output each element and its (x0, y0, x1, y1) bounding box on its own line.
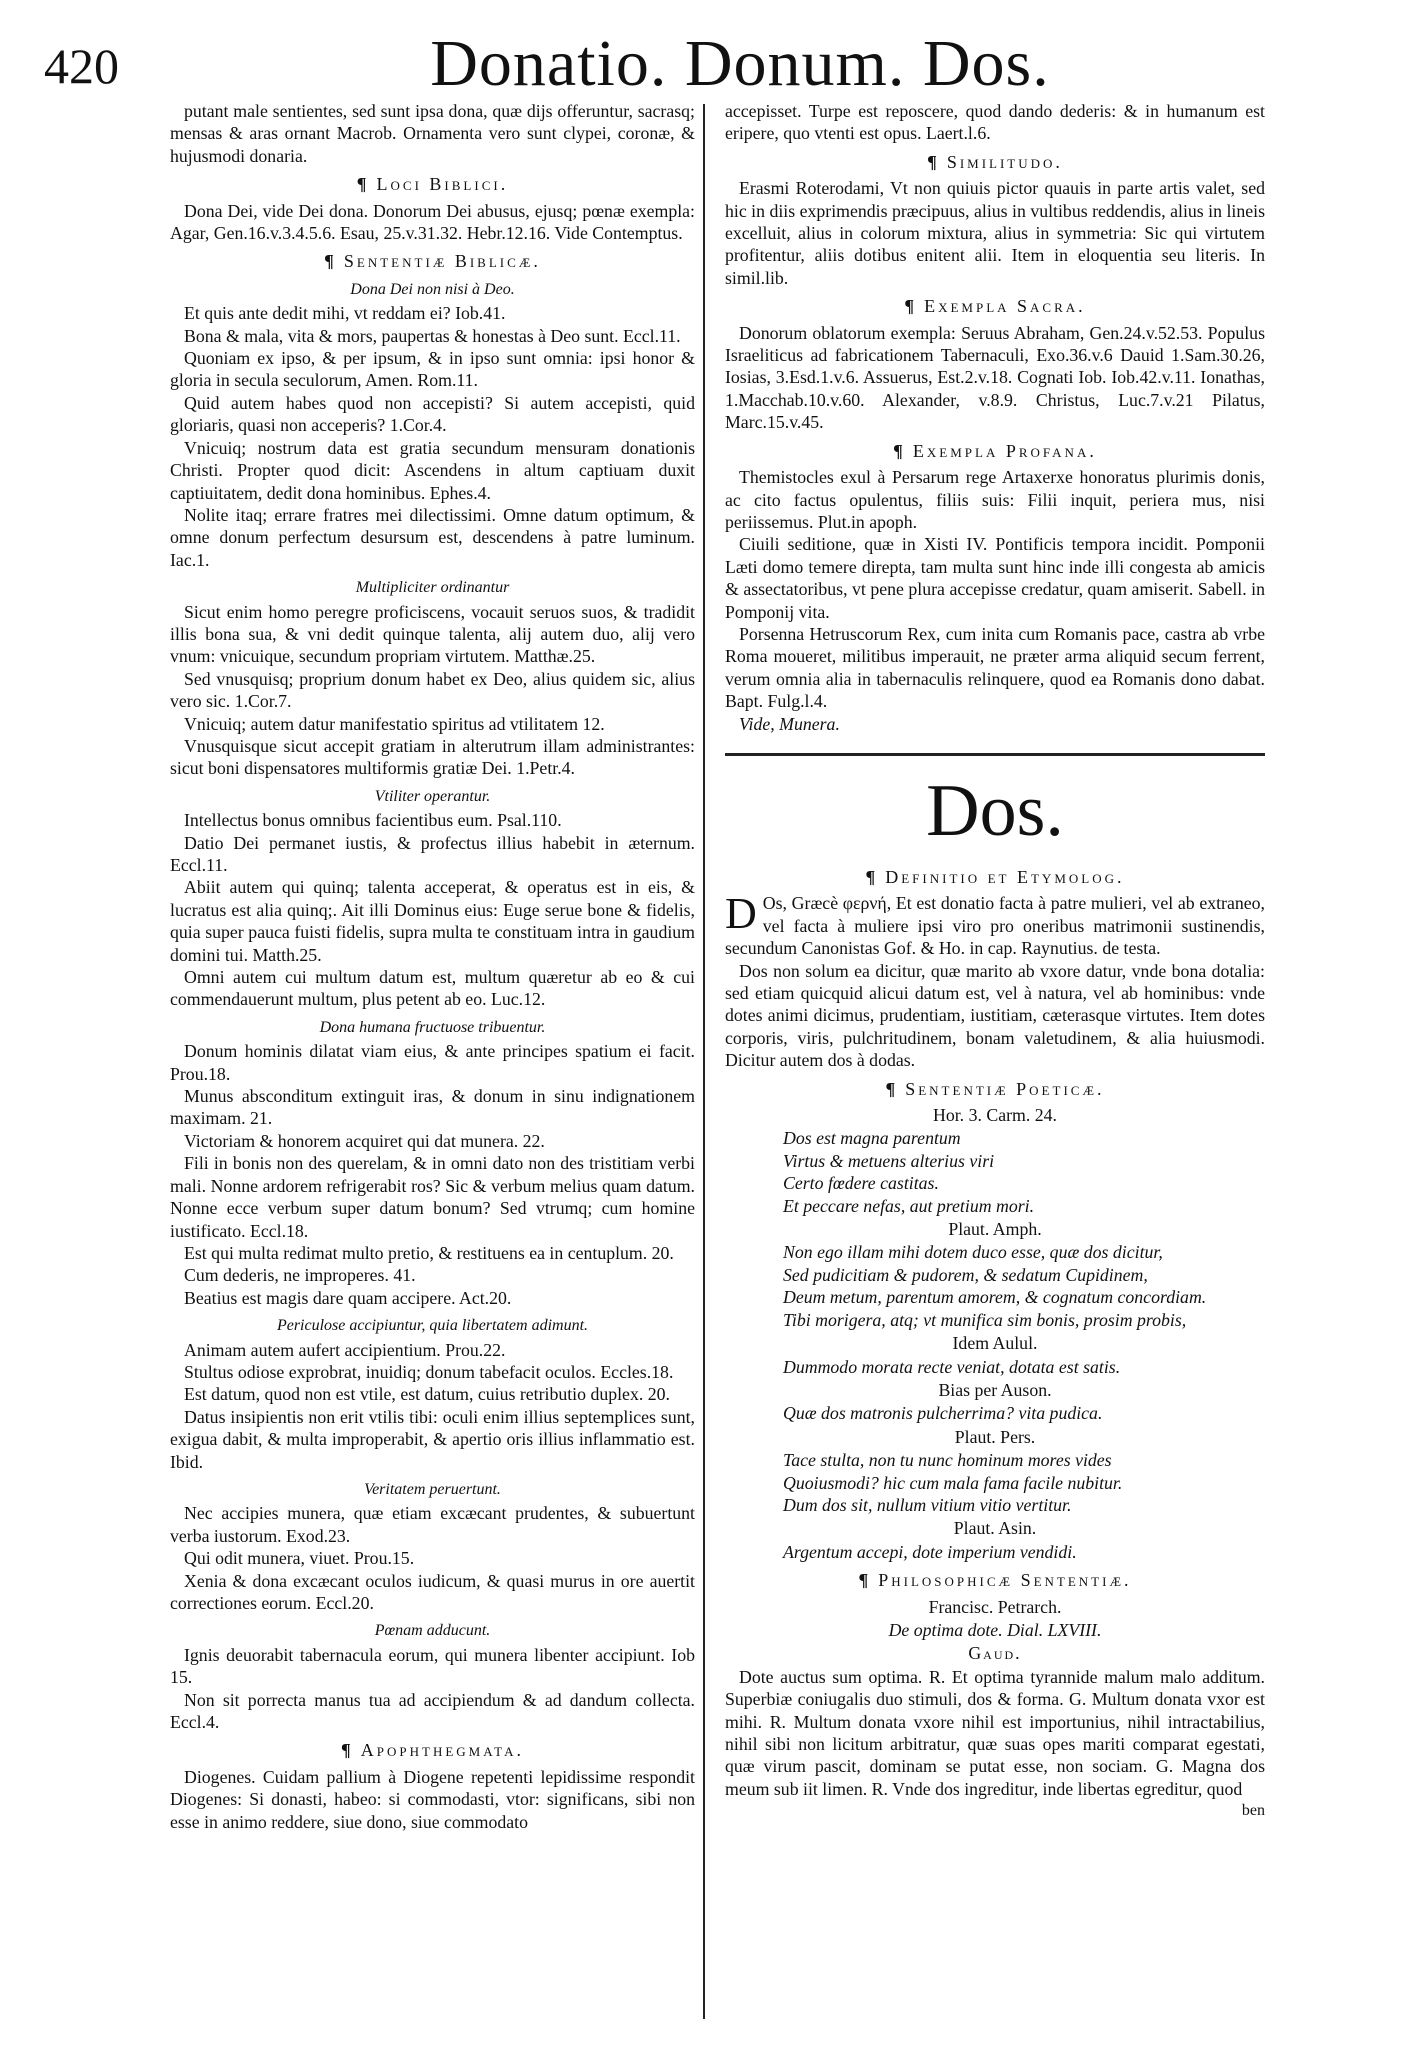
poem-source: Plaut. Pers. (954, 1426, 1036, 1447)
section-heading-exempla-sacra: ¶ Exempla Sacra. (904, 296, 1086, 317)
paragraph: Xenia & dona excæcant oculos iudicum, & quasi murus in ore auertit correctiones eorum. Eccl.20. (170, 1570, 695, 1613)
paragraph: Themistocles exul à Persarum rege Artaxerxe honoratus plurimis donis, ac cito factus opulentus, filiis suis: Filii inquit, periera mus, nisi periissemus. Plut.in apoph. (725, 467, 1265, 532)
poem-source: Plaut. Asin. (953, 1518, 1037, 1539)
paragraph: Fili in bonis non des querelam, & in omni dato non des tristitiam verbi mali. Nonne ardorem refrigerabit ros? Sic & verbum melius quam datum. Nonne ecce verbum super datum bonum? Sed vtrumq; cum homine iustificato. Eccl.18. (170, 1153, 695, 1241)
paragraph: Datio Dei permanet iustis, & profectus illius habebit in æternum. Eccl.11. (170, 832, 695, 875)
paragraph: Quoniam ex ipso, & per ipsum, & in ipso sunt omnia: ipsi honor & gloria in secula seculorum, Amen. Rom.11. (170, 348, 695, 391)
poem-line: Quæ dos matronis pulcherrima? vita pudica. (783, 1403, 1103, 1424)
pilcrow-icon: ¶ (893, 440, 903, 461)
section-heading-poeticae: ¶ Sententiæ Poeticæ. (885, 1078, 1105, 1099)
paragraph: Beatius est magis dare quam accipere. Act.20. (184, 1287, 512, 1308)
poem-line: Dum dos sit, nullum vitium vitio vertitur. (783, 1494, 1072, 1515)
poem-line: Dummodo morata recte veniat, dotata est satis. (783, 1356, 1121, 1377)
section-heading-definitio: ¶ Definitio et Etymolog. (865, 866, 1125, 887)
poem (725, 1541, 1265, 1563)
pilcrow-icon: ¶ (885, 1078, 896, 1099)
paragraph: Bona & mala, vita & mors, paupertas & honestas à Deo sunt. Eccl.11. (184, 325, 681, 346)
subheading: Periculose accipiuntur, quia libertatem adimunt. (276, 1317, 589, 1335)
paragraph: Est datum, quod non est vtile, est datum, cuius retributio duplex. 20. (184, 1384, 670, 1405)
running-head-title: Donatio. Donum. Dos. (430, 27, 1050, 100)
paragraph: Intellectus bonus omnibus facientibus eum. Psal.110. (184, 810, 562, 831)
paragraph: Dona Dei, vide Dei dona. Donorum Dei abusus, ejusq; pœnæ exempla: Agar, Gen.16.v.3.4.5.6. Esau, 25.v.31.32. Hebr.12.16. Vide Contemptus. (170, 200, 695, 244)
section-heading-sententiae: ¶ Sententiæ Biblicæ. (324, 251, 541, 272)
paragraph: Sicut enim homo peregre proficiscens, vocauit seruos suos, & tradidit illis bona sua, & vni dedit quinque talenta, alij autem duo, alij vero vnum: vnicuique, secundum propriam virtutem. Matthæ.25. (170, 601, 695, 667)
poem-line: Et peccare nefas, aut pretium mori. (783, 1195, 1035, 1216)
pilcrow-icon: ¶ (858, 1570, 869, 1591)
paragraph: D Os, Græcè φερνή, Et est donatio facta à patre mulieri, vel ab extraneo, vel facta à muliere ipsi viro pro oneribus matrimonii sustinendis, secundum Canonistas Gof. & Ho. in cap. Raynutius. de testa. (725, 889, 1265, 959)
paragraph: Nolite itaq; errare fratres mei dilectissimi. Omne datum optimum, & omne donum perfectum desursum est, descendens à patre luminum. Iac.1. (170, 504, 695, 570)
section-heading-loci: ¶ Loci Biblici. (356, 174, 509, 195)
pilcrow-icon: ¶ (904, 296, 915, 317)
paragraph: Victoriam & honorem acquiret qui dat munera. 22. (184, 1130, 545, 1151)
poem (725, 1127, 1265, 1217)
paragraph: Nec accipies munera, quæ etiam excæcant prudentes, & subuertunt verba iustorum. Exod.23. (170, 1503, 695, 1546)
paragraph: Munus absconditum extinguit iras, & donum in sinu indignationem maximam. 21. (170, 1086, 695, 1129)
paragraph: Qui odit munera, viuet. Prou.15. (184, 1548, 415, 1569)
poem-line: Tace stulta, non tu nunc hominum mores vides (783, 1450, 1112, 1471)
subheading: Vtiliter operantur. (374, 787, 491, 805)
left-column (170, 100, 695, 2025)
pilcrow-icon: ¶ (341, 1740, 351, 1761)
paragraph: Vnicuiq; nostrum data est gratia secundum mensuram donationis Christi. Propter quod dicit: Ascendens in altum captiuam duxit captiuitatem, dedit dona hominibus. Ephes.4. (170, 437, 695, 503)
running-header (40, 28, 1380, 98)
paragraph: Cum dederis, ne improperes. 41. (184, 1265, 416, 1286)
poem-source: Idem Aulul. (952, 1333, 1038, 1354)
poem-source: Bias per Auson. (938, 1379, 1052, 1400)
paragraph: Vnusquisque sicut accepit gratiam in alterutrum illam administrantes: sicut boni dispensatores multiformis gratiæ Dei. 1.Petr.4. (170, 735, 695, 779)
speaker-label: Gaud. (968, 1643, 1022, 1664)
entry-title: Dos. (926, 769, 1064, 852)
drop-cap: D (725, 889, 757, 939)
section-rule (725, 753, 1265, 756)
pilcrow-icon: ¶ (324, 251, 334, 272)
subheading: Dona Dei non nisi à Deo. (350, 280, 515, 298)
poem (725, 1449, 1265, 1516)
philosophy-source: Francisc. Petrarch. (928, 1596, 1062, 1617)
paragraph: Omni autem cui multum datum est, multum quæretur ab eo & cui commendauerunt multum, plus petent ab eo. Luc.12. (170, 967, 695, 1010)
paragraph: putant male sentientes, sed sunt ipsa dona, quæ dijs offeruntur, sacrasq; mensas & aras ornant Macrob. Ornamenta vero sunt clypei, coronæ, & hujusmodi donaria. (170, 101, 695, 166)
poem-line: Non ego illam mihi dotem duco esse, quæ dos dicitur, (783, 1242, 1163, 1263)
paragraph: Vnicuiq; autem datur manifestatio spiritus ad vtilitatem 12. (184, 713, 605, 734)
paragraph: Non sit porrecta manus tua ad accipiendum & ad dandum collecta. Eccl.4. (170, 1689, 695, 1733)
poem-source: Hor. 3. Carm. 24. (933, 1105, 1057, 1126)
paragraph: Quid autem habes quod non accepisti? Si autem accepisti, quid gloriaris, quasi non acceperis? 1.Cor.4. (170, 392, 695, 436)
paragraph: Erasmi Roterodami, Vt non quiuis pictor quauis in parte artis valet, sed hic in diis exprimendis præcipuus, alius in vultibus reddendis, alius in lineis excelluit, alius in colorum mixtura, alius in symmetria: Sic qui virtutem profitentur, aliis dotibus enitent alii. Item in eloquentia seu literis. In simil.lib. (725, 178, 1265, 288)
paragraph: Stultus odiose exprobrat, inuidiq; donum tabefacit oculos. Eccles.18. (184, 1361, 674, 1382)
section-heading-exempla-profana: ¶ Exempla Profana. (893, 440, 1097, 461)
catchword: ben (1241, 1802, 1265, 1820)
right-column (725, 100, 1265, 2025)
poem-line: Argentum accepi, dote imperium vendidi. (783, 1541, 1077, 1562)
paragraph: Animam autem aufert accipientium. Prou.22. (184, 1339, 506, 1360)
paragraph: Datus insipientis non erit vtilis tibi: oculi enim illius septemplices sunt, exigua dabit, & multa improperabit, & apertio oris illius inflammatio est. Ibid. (170, 1406, 695, 1472)
poem-line: Deum metum, parentum amorem, & cognatum concordiam. (783, 1287, 1207, 1308)
section-heading-philosophicae: ¶ Philosophicæ Sententiæ. (858, 1570, 1132, 1591)
poem (725, 1402, 1265, 1424)
poem (725, 1241, 1265, 1331)
pilcrow-icon: ¶ (927, 151, 937, 172)
subheading: Pœnam adducunt. (374, 1622, 491, 1640)
poem-line: Sed pudicitiam & pudorem, & sedatum Cupidinem, (783, 1264, 1148, 1285)
paragraph: Diogenes. Cuidam pallium à Diogene repetenti lepidissime respondit Diogenes: Si donasti, habeo: si commodasti, vtor: significans, sibi non esse in animo reddere, siue dono, siue commodato (170, 1766, 695, 1832)
poem-source: Plaut. Amph. (948, 1219, 1042, 1240)
paragraph: Dos non solum ea dicitur, quæ marito ab vxore datur, vnde bona dotalia: sed etiam quicquid alicui datum est, vel à natura, vel ab hominibus: vnde dotes animi dicimus, prudentiam, iustitiam, cæterasque virtutes. Item dotes corporis, viris, pulchritudinem, bonam valetudinem, & alia huiusmodi. Dicitur autem dos à dodas. (725, 960, 1265, 1071)
paragraph: Donum hominis dilatat viam eius, & ante principes spatium ei facit. Prou.18. (170, 1041, 695, 1084)
poem (725, 1356, 1265, 1378)
subheading: Veritatem peruertunt. (364, 1480, 501, 1498)
column-divider (703, 104, 705, 2019)
subheading: Multipliciter ordinantur (355, 579, 510, 597)
paragraph: Porsenna Hetruscorum Rex, cum inita cum Romanis pace, castra ab vrbe Roma moueret, militibus imperauit, ne præter arma aliquid secum ferrent, verum omnia alia in tabernaculis relinquere, quod ea Romanis dono dabat. Bapt. Fulg.l.4. (725, 623, 1265, 712)
poem-line: Dos est magna parentum (783, 1128, 961, 1149)
paragraph: Et quis ante dedit mihi, vt reddam ei? Iob.41. (184, 303, 506, 324)
paragraph: Ciuili seditione, quæ in Xisti IV. Pontificis tempora incidit. Pomponii Læti domo temere direpta, tam multa sunt hinc inde illi congesta ab amicis & assectatoribus, vt pene plura accepisse credatur, quam amiserit. Sabell. in Pomponij vita. (725, 534, 1265, 622)
section-heading-apophthegmata: ¶ Apophthegmata. (341, 1740, 524, 1761)
poem-line: Quoiusmodi? hic cum mala fama facile nubitur. (783, 1472, 1123, 1493)
paragraph: accepisset. Turpe est reposcere, quod dando dederis: & in humanum est eripere, quo vtenti est opus. Laert.l.6. (725, 101, 1265, 144)
cross-reference: Vide, Munera. (739, 713, 840, 734)
dialogue-title: De optima dote. Dial. LXVIII. (888, 1619, 1102, 1640)
section-heading-similitudo: ¶ Similitudo. (927, 151, 1063, 172)
paragraph: Donorum oblatorum exempla: Seruus Abraham, Gen.24.v.52.53. Populus Israeliticus ad fabricationem Tabernaculi, Exo.36.v.6 Dauid 1.Sam.30.26, Iosias, 3.Esd.1.v.6. Assuerus, Est.2.v.18. Cognati Iob. Iob.42.v.11. Ionathas, 1.Macchab.10.v.60. Alexander, v.8.9. Christus, Luc.7.v.21 Pilatus, Marc.15.v.45. (725, 322, 1265, 433)
paragraph: Est qui multa redimat multo pretio, & restituens ea in centuplum. 20. (184, 1242, 674, 1263)
poem-line: Virtus & metuens alterius viri (783, 1150, 995, 1171)
paragraph: Ignis deuorabit tabernacula eorum, qui munera libenter accipiunt. Iob 15. (170, 1644, 695, 1688)
poem-line: Certo fœdere castitas. (783, 1173, 939, 1194)
paragraph: Sed vnusquisq; proprium donum habet ex Deo, alius quidem sic, alius vero sic. 1.Cor.7. (170, 668, 695, 712)
pilcrow-icon: ¶ (356, 174, 367, 195)
poem-line: Tibi morigera, atq; vt munifica sim bonis, prosim probis, (783, 1309, 1187, 1330)
paragraph: Dote auctus sum optima. R. Et optima tyrannide malum malo additum. Superbiæ coniugalis duo stimuli, dos & forma. G. Multum donata vxor est mihi. R. Multum donata vxore nihil est importunius, nihil intractabilius, nihil sibi non licitum arbitratur, quæ suas opes mariti comparat egestati, quæ virum pascit, dominam se putat esse, non sociam. G. Magna dos meum sub iit limen. R. Vnde dos ingreditur, inde libertas egreditur, quod (725, 1666, 1265, 1799)
pilcrow-icon: ¶ (865, 866, 876, 887)
paragraph: Abiit autem qui quinq; talenta acceperat, & operatus est in eis, & lucratus est alia quinq;. Ait illi Dominus eius: Euge serue bone & fidelis, quia super pauca fuisti fidelis, supra multa te constituam intra in gaudium domini tui. Matth.25. (170, 877, 695, 965)
page-number: 420 (44, 38, 119, 94)
subheading: Dona humana fructuose tribuentur. (319, 1018, 546, 1036)
